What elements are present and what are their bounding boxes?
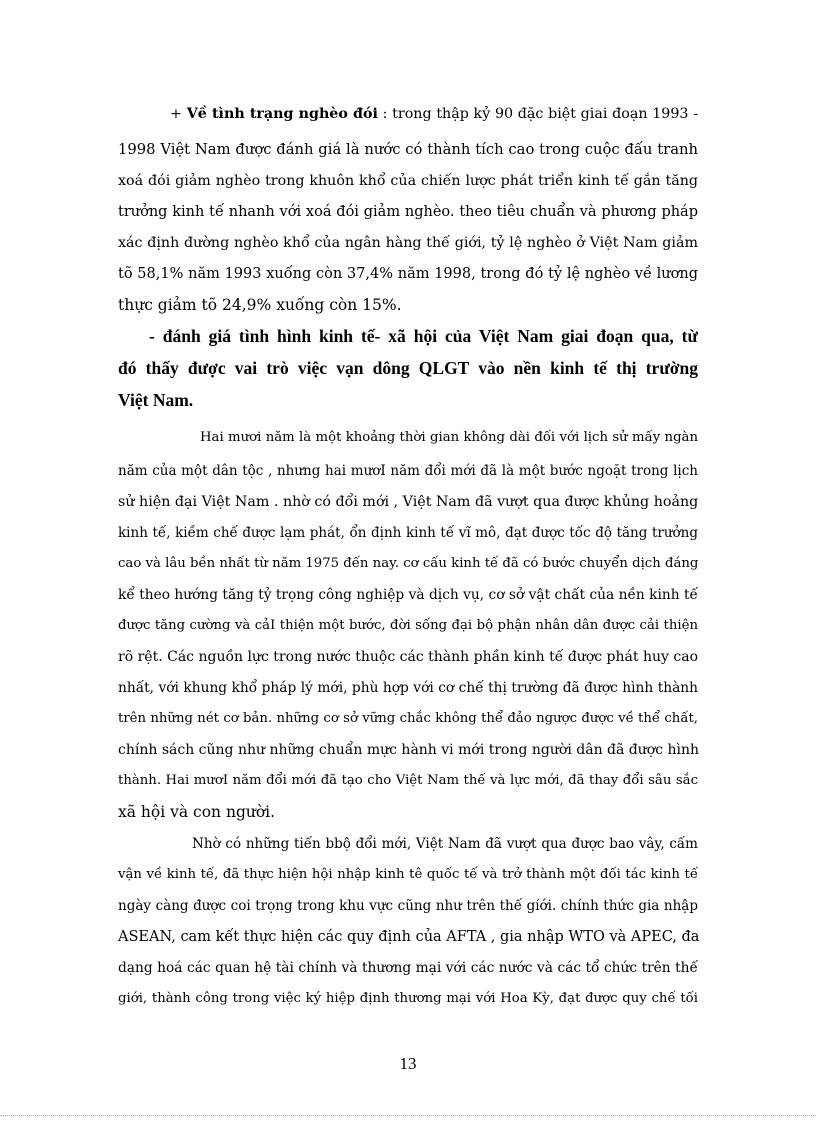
page-bottom-divider (0, 1115, 816, 1116)
poverty-line-1-rest: : trong thập kỷ 90 đặc biệt giai đoạn 1993 - (382, 106, 699, 122)
twenty-years-paragraph-line-8: rõ rệt. Các nguồn lực trong nước thuộc các thành phần kinh tế được phát huy cao (118, 649, 698, 665)
twenty-years-paragraph-line-3: sử hiện đại Việt Nam . nhờ có đổi mới , Việt Nam đã vượt qua được khủng hoảng (118, 494, 699, 510)
evaluation-heading-line-1: - đánh giá tình hình kinh tế- xã hội của Việt Nam giai đoạn qua, từ (149, 326, 698, 346)
twenty-years-paragraph-line-13: xã hội và con người. (118, 803, 276, 821)
integration-paragraph-line-2: vận về kinh tế, đã thực hiện hội nhập kinh tê quốc tế và trở thành một đối tác kinh tế (118, 867, 698, 882)
twenty-years-paragraph-line-1: Hai mươi năm là một khoảng thời gian không dài đối với lịch sử mấy ngàn (200, 430, 698, 445)
twenty-years-paragraph-line-6: kể theo hướng tăng tỷ trọng công nghiệp và dịch vụ, cơ sở vật chất của nền kinh tế (118, 587, 698, 603)
evaluation-heading-line-2: đó thấy được vai trò việc vạn dông QLGT vào nền kinh tế thị trường (118, 358, 698, 378)
integration-paragraph-line-3: ngày càng được coi trọng trong khu vực cũng như trên thế gíới. chính thức gia nhập (118, 898, 698, 914)
poverty-paragraph-line-2: 1998 Việt Nam được đánh giá là nước có thành tích cao trong cuộc đấu tranh (118, 141, 698, 158)
bullet-marker: + (170, 106, 182, 122)
integration-paragraph-line-5: dạng hoá các quan hệ tài chính và thương mại với các nước và các tổ chức trên thế (118, 960, 698, 976)
poverty-paragraph-line-6: tõ 58,1% năm 1993 xuống còn 37,4% năm 1998, trong đó tỷ lệ nghèo về lương (118, 266, 698, 282)
twenty-years-paragraph-line-5: cao và lâu bền nhất từ năm 1975 đến nay. cơ cấu kinh tế đã có bước chuyển dịch đáng (118, 556, 699, 571)
integration-paragraph-line-1: Nhờ có những tiến bbộ đổi mới, Việt Nam đã vượt qua được bao vây, cấm (192, 836, 698, 852)
twenty-years-paragraph-line-12: thành. Hai mươI năm đổi mới đã tạo cho Việt Nam thế và lực mới, đã thay đổi sâu sắc (118, 773, 698, 788)
page-number: 13 (399, 1054, 417, 1073)
twenty-years-paragraph-line-4: kinh tế, kiềm chế được lạm phát, ổn định kinh tế vĩ mô, đạt được tốc độ tăng trưởng (118, 525, 698, 541)
twenty-years-paragraph-line-11: chính sách cũng như những chuẩn mực hành vi mới trong người dân đã được hình (118, 742, 700, 758)
integration-paragraph-line-4: ASEAN, cam kết thực hiện các quy định của AFTA , gia nhập WTO và APEC, đa (118, 929, 700, 945)
poverty-paragraph-line-7: thực giảm tõ 24,9% xuống còn 15%. (118, 296, 402, 314)
twenty-years-paragraph-line-2: năm của một dân tộc , nhưng hai mươI năm đổi mới đã là một bước ngoặt trong lịch (118, 463, 698, 479)
poverty-heading: Về tình trạng nghèo đói (186, 106, 378, 122)
poverty-paragraph-line-5: xác định đường nghèo khổ của ngân hàng thế giới, tỷ lệ nghèo ở Việt Nam giảm (118, 235, 698, 251)
twenty-years-paragraph-line-9: nhất, với khung khổ pháp lý mới, phù hợp với cơ chế thị trường đã được hình thành (118, 680, 698, 696)
evaluation-heading-line-3: Việt Nam. (118, 390, 194, 410)
poverty-paragraph-line-3: xoá đói giảm nghèo trong khuôn khổ của chiến lược phát triển kinh tế gắn tăng (118, 173, 698, 189)
twenty-years-paragraph-line-10: trên những nét cơ bản. những cơ sở vững chắc không thể đảo ngược được về thể chất, (118, 711, 698, 726)
twenty-years-paragraph-line-7: được tăng cường và cảI thiện một bước, đời sống đại bộ phận nhân dân được cải thiện (118, 618, 698, 633)
poverty-paragraph-line-4: trưởng kinh tế nhanh với xoá đói giảm nghèo. theo tiêu chuẩn và phương pháp (118, 204, 698, 220)
integration-paragraph-line-6: giới, thành công trong việc ký hiệp định thương mại với Hoa Kỳ, đạt được quy chế tối (118, 991, 698, 1006)
poverty-paragraph-line-1 (170, 104, 698, 124)
